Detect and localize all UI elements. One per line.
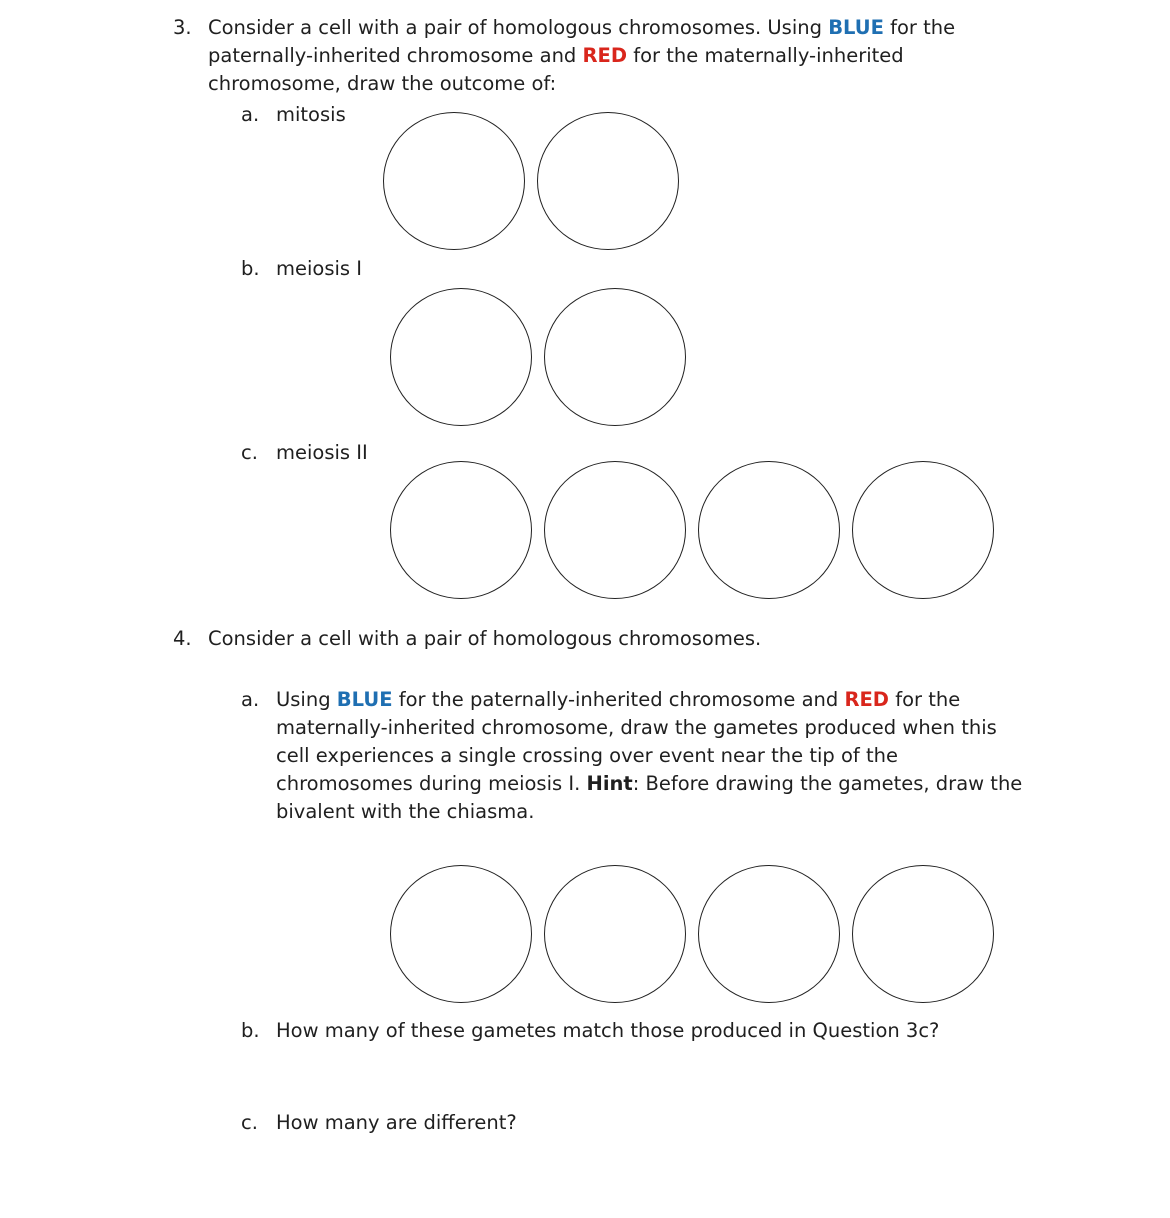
q3c-label: meiosis II (276, 441, 368, 464)
q4b-text: How many of these gametes match those produced in Question 3c? (276, 1019, 940, 1042)
q4b-letter: b. (241, 1019, 260, 1042)
meiosis-2-cell-2[interactable] (544, 461, 686, 599)
q4a-text: chromosomes during meiosis I. (276, 772, 587, 795)
q4a-text: Using (276, 688, 337, 711)
q3-text: paternally-inherited chromosome and (208, 44, 583, 67)
q4a-line-4 (276, 770, 1022, 798)
q4a-line-2: maternally-inherited chromosome, draw the gametes produced when this (276, 716, 997, 739)
q3-text: for the maternally-inherited (627, 44, 904, 67)
red-keyword: RED (844, 688, 889, 711)
mitosis-cell-1[interactable] (383, 112, 525, 250)
meiosis-2-cell-4[interactable] (852, 461, 994, 599)
q4a-line-1 (276, 686, 960, 714)
blue-keyword: BLUE (828, 16, 884, 39)
meiosis-1-cell-1[interactable] (390, 288, 532, 426)
q3a-label: mitosis (276, 103, 346, 126)
q3-text: Consider a cell with a pair of homologous chromosomes. Using (208, 16, 829, 39)
q3-text: for the (883, 16, 956, 39)
q3a-letter: a. (241, 103, 260, 126)
question-3-line-1 (208, 14, 955, 42)
q3b-label: meiosis I (276, 257, 363, 280)
q4a-text: for the (889, 688, 961, 711)
gamete-cell-4[interactable] (852, 865, 994, 1003)
meiosis-2-cell-1[interactable] (390, 461, 532, 599)
q4a-line-5: bivalent with the chiasma. (276, 800, 535, 823)
question-3-line-2 (208, 42, 904, 70)
hint-label: Hint (586, 772, 633, 795)
q4a-text: : Before drawing the gametes, draw the (632, 772, 1023, 795)
q4c-text: How many are different? (276, 1111, 517, 1134)
blue-keyword: BLUE (336, 688, 393, 711)
gamete-cell-1[interactable] (390, 865, 532, 1003)
question-3-line-3: chromosome, draw the outcome of: (208, 72, 557, 95)
q3c-letter: c. (241, 441, 258, 464)
gamete-cell-3[interactable] (698, 865, 840, 1003)
question-4-intro: Consider a cell with a pair of homologous chromosomes. (208, 627, 762, 650)
red-keyword: RED (582, 44, 628, 67)
gamete-cell-2[interactable] (544, 865, 686, 1003)
question-4-number: 4. (173, 627, 192, 650)
q4a-line-3: cell experiences a single crossing over event near the tip of the (276, 744, 898, 767)
q4a-text: for the paternally-inherited chromosome and (392, 688, 845, 711)
q3b-letter: b. (241, 257, 260, 280)
meiosis-2-cell-3[interactable] (698, 461, 840, 599)
meiosis-1-cell-2[interactable] (544, 288, 686, 426)
mitosis-cell-2[interactable] (537, 112, 679, 250)
question-3-number: 3. (173, 16, 192, 39)
q4c-letter: c. (241, 1111, 258, 1134)
q4a-letter: a. (241, 688, 260, 711)
